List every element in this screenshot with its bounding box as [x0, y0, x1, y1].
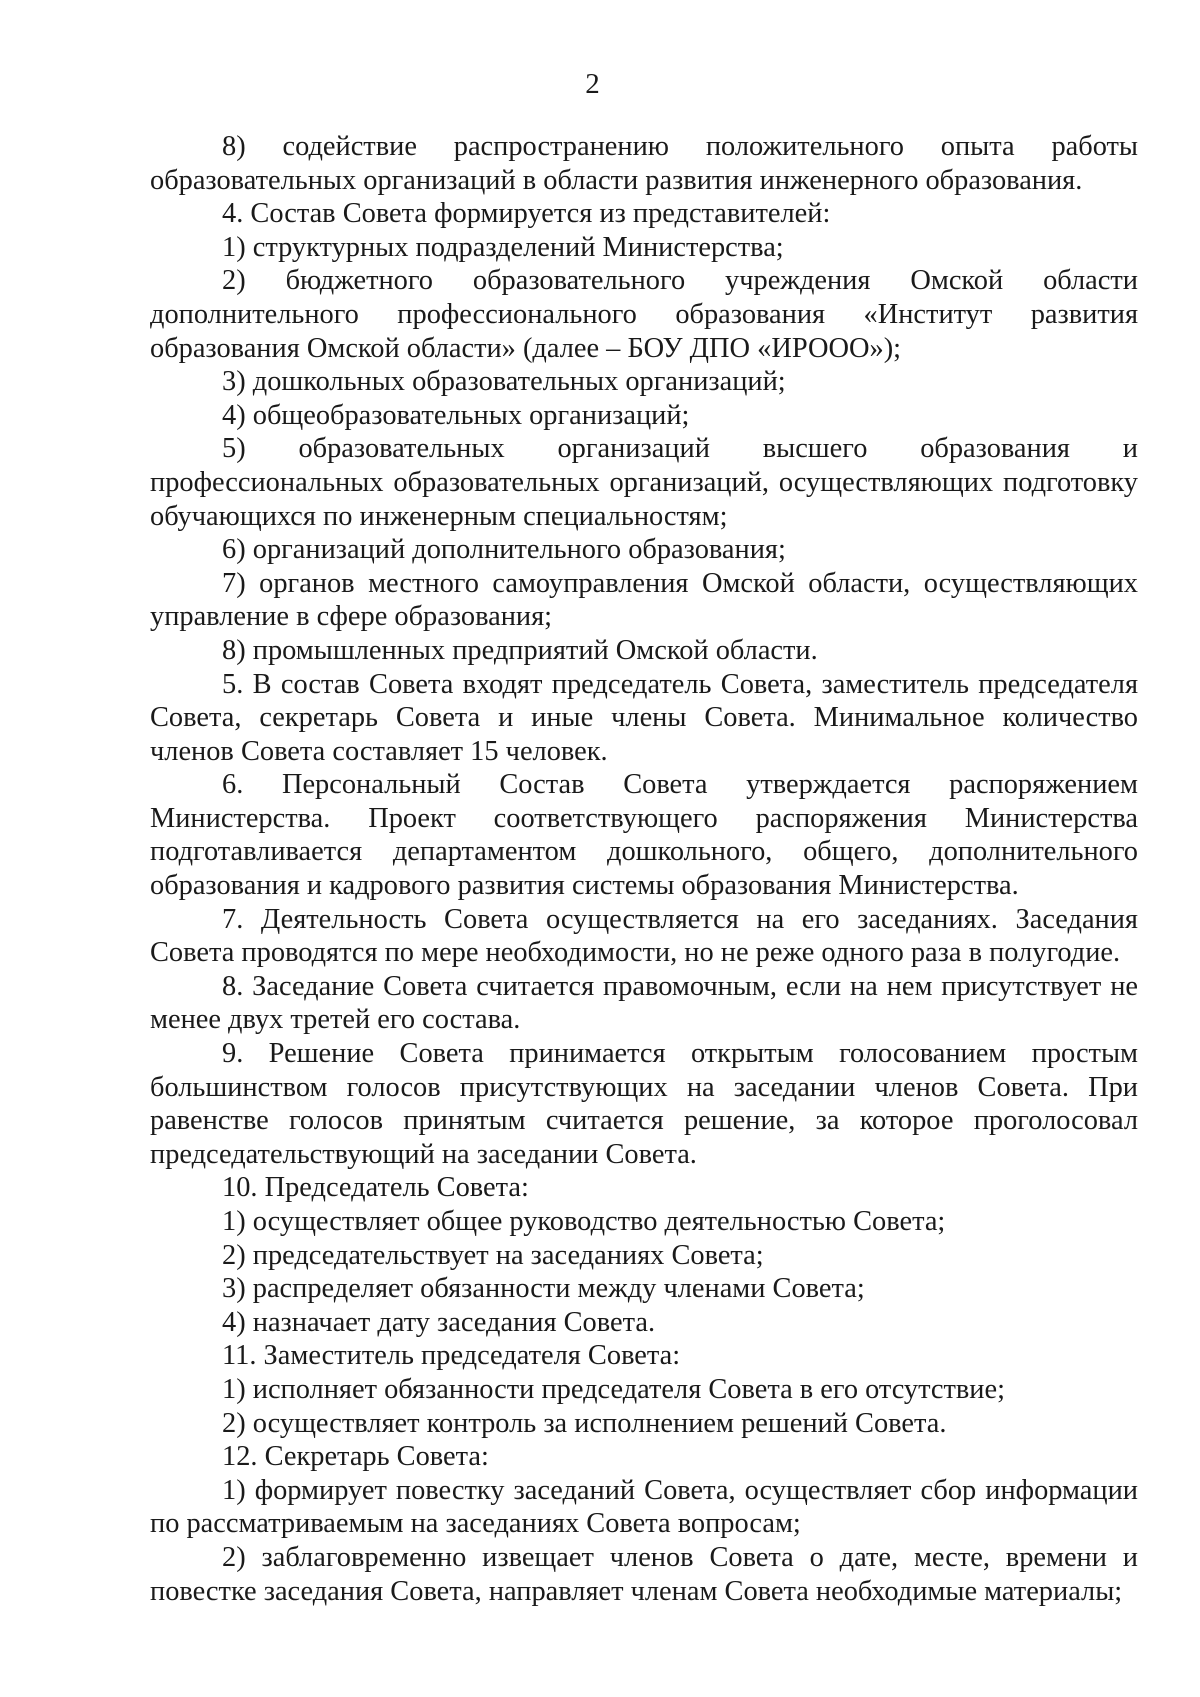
list-item-12-2: 2) заблаговременно извещает членов Совета о дате, месте, времени и повестке заседания Совета, направляет членам Совета необходимые материалы;: [150, 1541, 1138, 1607]
paragraph-8-item: 8) содействие распространению положительного опыта работы образовательных организаций в области развития инженерного образования.: [150, 131, 1138, 196]
list-item-4-5: 5) образовательных организаций высшего образования и профессиональных образовательных организаций, осуществляющих подготовку обучающихся по инженерным специальностям;: [150, 433, 1138, 532]
paragraph-section-7: 7. Деятельность Совета осуществляется на его заседаниях. Заседания Совета проводятся по мере необходимости, но не реже одного раза в полугодие.: [150, 903, 1138, 969]
list-item-4-3: 3) дошкольных образовательных организаций;: [222, 366, 786, 398]
list-item-11-2: 2) осуществляет контроль за исполнением решений Совета.: [222, 1407, 947, 1439]
paragraph-section-4: 4. Состав Совета формируется из представителей:: [222, 198, 831, 230]
list-item-12-1: 1) формирует повестку заседаний Совета, осуществляет сбор информации по рассматриваемым на заседаниях Совета вопросам;: [150, 1474, 1138, 1540]
list-item-4-8: 8) промышленных предприятий Омской области.: [222, 634, 818, 666]
list-item-4-4: 4) общеобразовательных организаций;: [222, 399, 690, 431]
list-item-11-1: 1) исполняет обязанности председателя Совета в его отсутствие;: [222, 1373, 1005, 1405]
list-item-4-2: 2) бюджетного образовательного учреждения Омской области дополнительного профессионального образования «Институт развития образования Омской области» (далее – БОУ ДПО «ИРООО»);: [150, 265, 1138, 364]
paragraph-section-9: 9. Решение Совета принимается открытым голосованием простым большинством голосов присутствующих на заседании членов Совета. При равенстве голосов принятым считается решение, за которое проголосовал председательствующий на заседании Совета.: [150, 1038, 1138, 1170]
paragraph-section-8: 8. Заседание Совета считается правомочным, если на нем присутствует не менее двух третей его состава.: [150, 970, 1138, 1036]
list-item-10-2: 2) председательствует на заседаниях Совета;: [222, 1239, 764, 1271]
list-item-10-4: 4) назначает дату заседания Совета.: [222, 1306, 656, 1338]
list-item-4-1: 1) структурных подразделений Министерства;: [222, 231, 784, 263]
list-item-10-1: 1) осуществляет общее руководство деятельностью Совета;: [222, 1206, 946, 1237]
document-body: [150, 130, 1138, 1608]
paragraph-section-6: 6. Персональный Состав Совета утверждается распоряжением Министерства. Проект соответствующего распоряжения Министерства подготавливается департаментом дошкольного, общего, дополнительного образования и кадрового развития системы образования Министерства.: [150, 769, 1138, 902]
paragraph-section-11: 11. Заместитель председателя Совета:: [222, 1340, 681, 1372]
paragraph-section-12: 12. Секретарь Совета:: [222, 1441, 489, 1473]
paragraph-section-10: 10. Председатель Совета:: [222, 1172, 529, 1204]
page-number: 2: [585, 68, 600, 100]
list-item-4-7: 7) органов местного самоуправления Омской области, осуществляющих управление в сфере образования;: [150, 567, 1138, 633]
paragraph-section-5: 5. В состав Совета входят председатель Совета, заместитель председателя Совета, секретарь Совета и иные члены Совета. Минимальное количество членов Совета составляет 15 человек.: [150, 668, 1138, 767]
list-item-4-6: 6) организаций дополнительного образования;: [222, 534, 786, 566]
list-item-10-3: 3) распределяет обязанности между членами Совета;: [222, 1273, 865, 1305]
